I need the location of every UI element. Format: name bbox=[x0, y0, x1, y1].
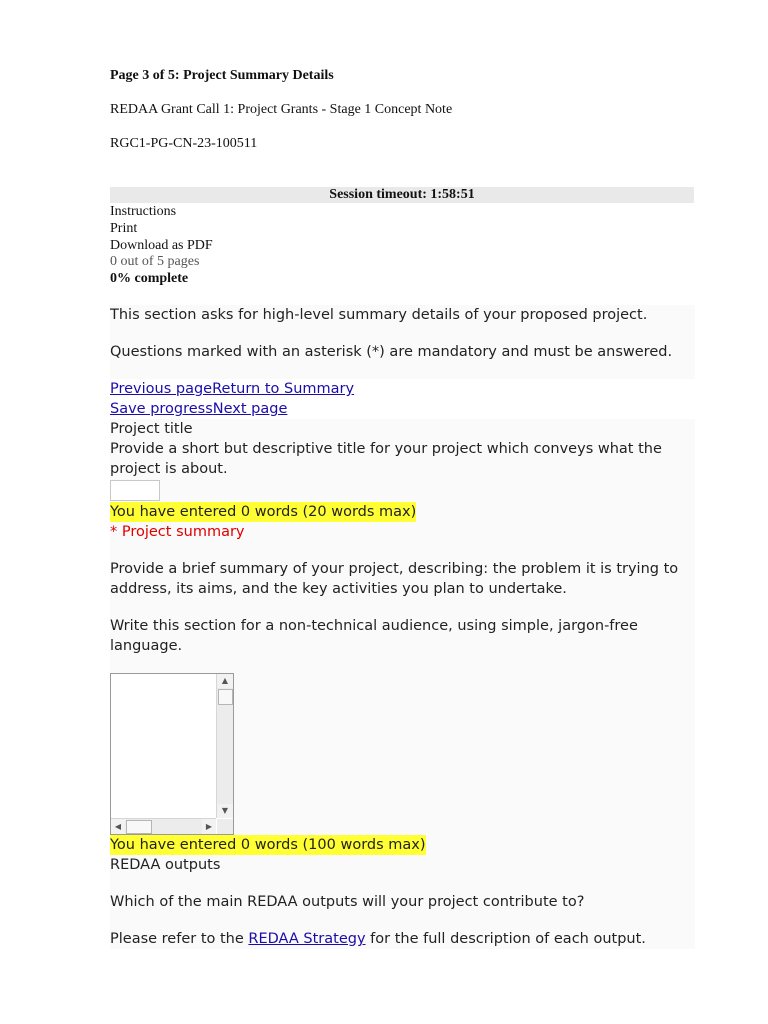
instructions-link[interactable]: Instructions bbox=[110, 204, 177, 219]
horizontal-scrollbar[interactable] bbox=[111, 818, 216, 834]
redaa-outputs-question-text: Which of the main REDAA outputs will your project contribute to? bbox=[110, 894, 585, 910]
project-title-question bbox=[110, 419, 695, 522]
vertical-scrollbar[interactable] bbox=[216, 674, 233, 818]
next-page-link[interactable]: Next page bbox=[212, 401, 288, 417]
strategy-reference-suffix: for the full description of each output. bbox=[365, 931, 646, 947]
download-pdf-link[interactable]: Download as PDF bbox=[110, 237, 213, 253]
project-title-label: Project title bbox=[110, 421, 193, 437]
redaa-strategy-link[interactable]: REDAA Strategy bbox=[248, 931, 366, 947]
project-title-word-count: You have entered 0 words (20 words max) bbox=[110, 504, 417, 520]
section-intro: This section asks for high-level summary details of your proposed project. bbox=[110, 307, 648, 323]
project-summary-label: * Project summary bbox=[110, 524, 245, 540]
page-navigation bbox=[110, 379, 695, 419]
triangle-up-icon[interactable]: ▲ bbox=[217, 674, 233, 688]
save-progress-link[interactable]: Save progress bbox=[110, 401, 213, 417]
project-summary-question bbox=[110, 522, 695, 855]
page-title: Page 3 of 5: Project Summary Details bbox=[110, 68, 334, 83]
strategy-reference-prefix: Please refer to the bbox=[110, 931, 249, 947]
form-content bbox=[110, 305, 695, 949]
mandatory-note: Questions marked with an asterisk (*) are mandatory and must be answered. bbox=[110, 344, 673, 360]
application-reference: RGC1-PG-CN-23-100511 bbox=[110, 136, 258, 151]
session-timeout-bar bbox=[110, 187, 694, 203]
form-tools bbox=[110, 204, 213, 288]
triangle-left-icon[interactable]: ◀ bbox=[111, 819, 125, 834]
redaa-outputs-question bbox=[110, 855, 695, 949]
grant-call-name: REDAA Grant Call 1: Project Grants - Stage 1 Concept Note bbox=[110, 102, 453, 117]
project-summary-help: Provide a brief summary of your project, describing: the problem it is trying to address, its aims, and the key activities you plan to undertake. bbox=[110, 561, 679, 597]
project-summary-word-count: You have entered 0 words (100 words max) bbox=[110, 837, 426, 853]
return-to-summary-link[interactable]: Return to Summary bbox=[212, 381, 355, 397]
triangle-right-icon[interactable]: ▶ bbox=[202, 819, 216, 834]
print-link[interactable]: Print bbox=[110, 220, 138, 236]
horizontal-scroll-thumb[interactable] bbox=[126, 820, 152, 834]
session-timeout-label: Session timeout: 1:58:51 bbox=[329, 187, 475, 202]
project-title-help: Provide a short but descriptive title for your project which conveys what the project is about. bbox=[110, 441, 662, 477]
redaa-strategy-reference bbox=[110, 929, 695, 949]
percent-complete: 0% complete bbox=[110, 271, 189, 287]
project-summary-audience-note: Write this section for a non-technical audience, using simple, jargon-free language. bbox=[110, 618, 638, 654]
scrollbar-corner bbox=[217, 819, 233, 834]
triangle-down-icon[interactable]: ▼ bbox=[217, 804, 233, 818]
project-summary-textarea[interactable] bbox=[110, 673, 234, 835]
redaa-outputs-label: REDAA outputs bbox=[110, 857, 221, 873]
previous-page-link[interactable]: Previous page bbox=[110, 381, 213, 397]
pages-progress: 0 out of 5 pages bbox=[110, 254, 200, 270]
project-title-input[interactable] bbox=[110, 480, 160, 501]
vertical-scroll-thumb[interactable] bbox=[218, 689, 233, 705]
